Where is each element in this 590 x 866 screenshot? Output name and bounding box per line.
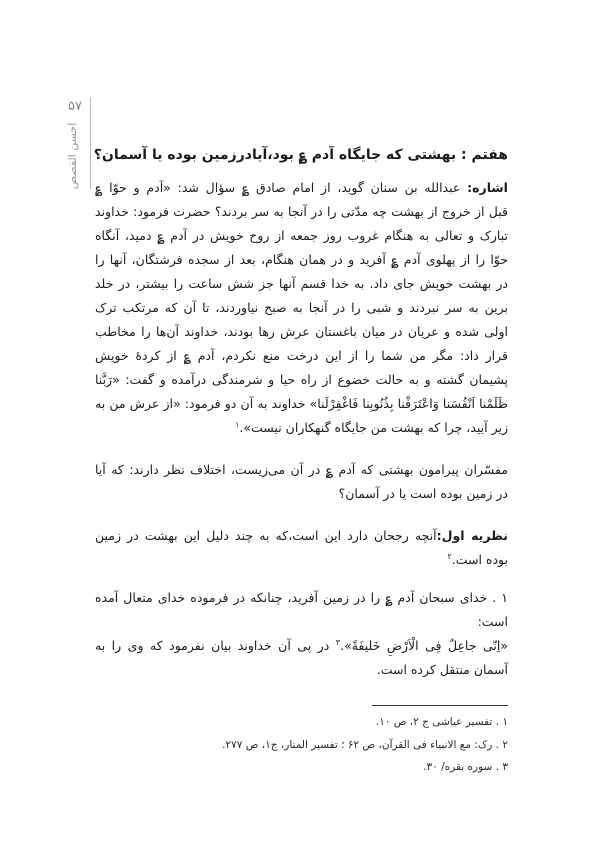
text-line: است: xyxy=(477,614,508,629)
text-line: در بهشت خویش جای داد. به خدا قسم آنها جز شش ساعت را بیشتر، در خلد xyxy=(95,276,508,291)
paragraph-lead: اشاره: xyxy=(467,180,508,195)
paragraph-lead: نظریه اول: xyxy=(436,528,508,543)
text-line xyxy=(95,176,508,200)
footnote-item: ۳ . سوره بقره/ ۳۰. xyxy=(423,761,508,773)
first-theory-paragraph xyxy=(95,524,508,572)
running-title: احسن القصص xyxy=(66,122,79,190)
line-text: بوده است. xyxy=(451,552,508,567)
text-line: حوّا را از پهلوی آدم ؏ آفرید و در همان هنگام، بعد از سجده فرشتگان، آنها را xyxy=(95,252,508,267)
footnote-item: ۱ . تفسیر عیاشی ج ۲، ص ۱۰. xyxy=(375,716,508,728)
margin-rule xyxy=(90,97,91,189)
page-number: ۵۷ xyxy=(68,99,82,114)
commentators-paragraph xyxy=(95,458,508,506)
line-text: آنچه رجحان دارد این است،که به چند دلیل این بهشت در زمین xyxy=(95,528,437,543)
text-line: اولی شده و عریان در میان باغستان عرش رها بودند، خداوند آن‌ها را مخاطب xyxy=(95,324,508,339)
text-line: برین به سر نبردند و شبی را در آنجا به صبح نیاوردند، تا آن که مرتکب ترک xyxy=(95,300,508,315)
section-heading: هفتم : بهشتی که جایگاه آدم ؏ بود،آیادرزمین بوده یا آسمان؟ xyxy=(93,147,508,163)
text-line: قرار داد: مگر من شما را از این درخت منع نکردم، آدم ؏ از کردهٔ خویش xyxy=(95,348,508,363)
text-line xyxy=(95,548,508,572)
line-text: در پی آن خداوند بیان نفرمود که وی را به xyxy=(95,638,330,653)
text-line: ظَلَمْنا اَنْفُسَنا وَاعْتَرَفْنا بِذُنُوبِنا فَاغْفِرْلَنا» خداوند به آن دو فرمود: «از عرش من به xyxy=(95,396,508,411)
narration-paragraph xyxy=(95,176,508,440)
text-line xyxy=(95,634,508,658)
text-line: ۱ . خدای سبحان آدم ؏ را در زمین آفرید، چنانکه در فرموده خدای متعال آمده xyxy=(95,590,508,605)
footnote-separator xyxy=(372,705,508,706)
footnotes xyxy=(95,711,508,779)
text-line: مفسّران پیرامون بهشتی که آدم ؏ در آن می‌زیست، اختلاف نظر دارند: که آیا xyxy=(95,462,508,477)
footnote-ref: ۳ xyxy=(335,638,341,647)
text-line: در زمین بوده است یا در آسمان؟ xyxy=(338,486,508,501)
text-line xyxy=(95,524,508,548)
line-text: عبدالله بن سنان گوید، از امام صادق ؏ سؤال شد: «آدم و حوّا ؏ xyxy=(95,180,461,195)
reason-one-paragraph xyxy=(95,586,508,682)
text-line: آسمان منتقل کرده است. xyxy=(376,662,508,677)
text-line: قبل از خروج از بهشت چه مدّتی را در آنجا به سر بردند؟ حضرت فرمود: خداوند xyxy=(95,204,508,219)
text-line: تبارک و تعالی به هنگام غروب روز جمعه از روح خویش در آدم ؏ دمید، آنگاه xyxy=(95,228,508,243)
text-line: پشیمان گشته و به حالت خضوع از راه حیا و شرمندگی درآمده و گفت: «رَبَّنا xyxy=(95,372,508,387)
footnote-ref: ۲ xyxy=(447,552,452,561)
text-line xyxy=(95,416,508,440)
footnote-ref: ۱ xyxy=(235,420,240,429)
line-text: زیر آیید، چرا که بهشت من جایگاه گنهکاران نیست». xyxy=(239,420,508,435)
quran-verse: «اِنّی جاعِلٌ فِی الْاَرْضِ خَلیفَةً». xyxy=(340,638,508,653)
footnote-item: ۲ . رک: مع الانبیاء فی القرآن، ص ۶۲ ؛ تفسیر المنار، ج۱، ص ۲۷۷. xyxy=(222,738,508,751)
